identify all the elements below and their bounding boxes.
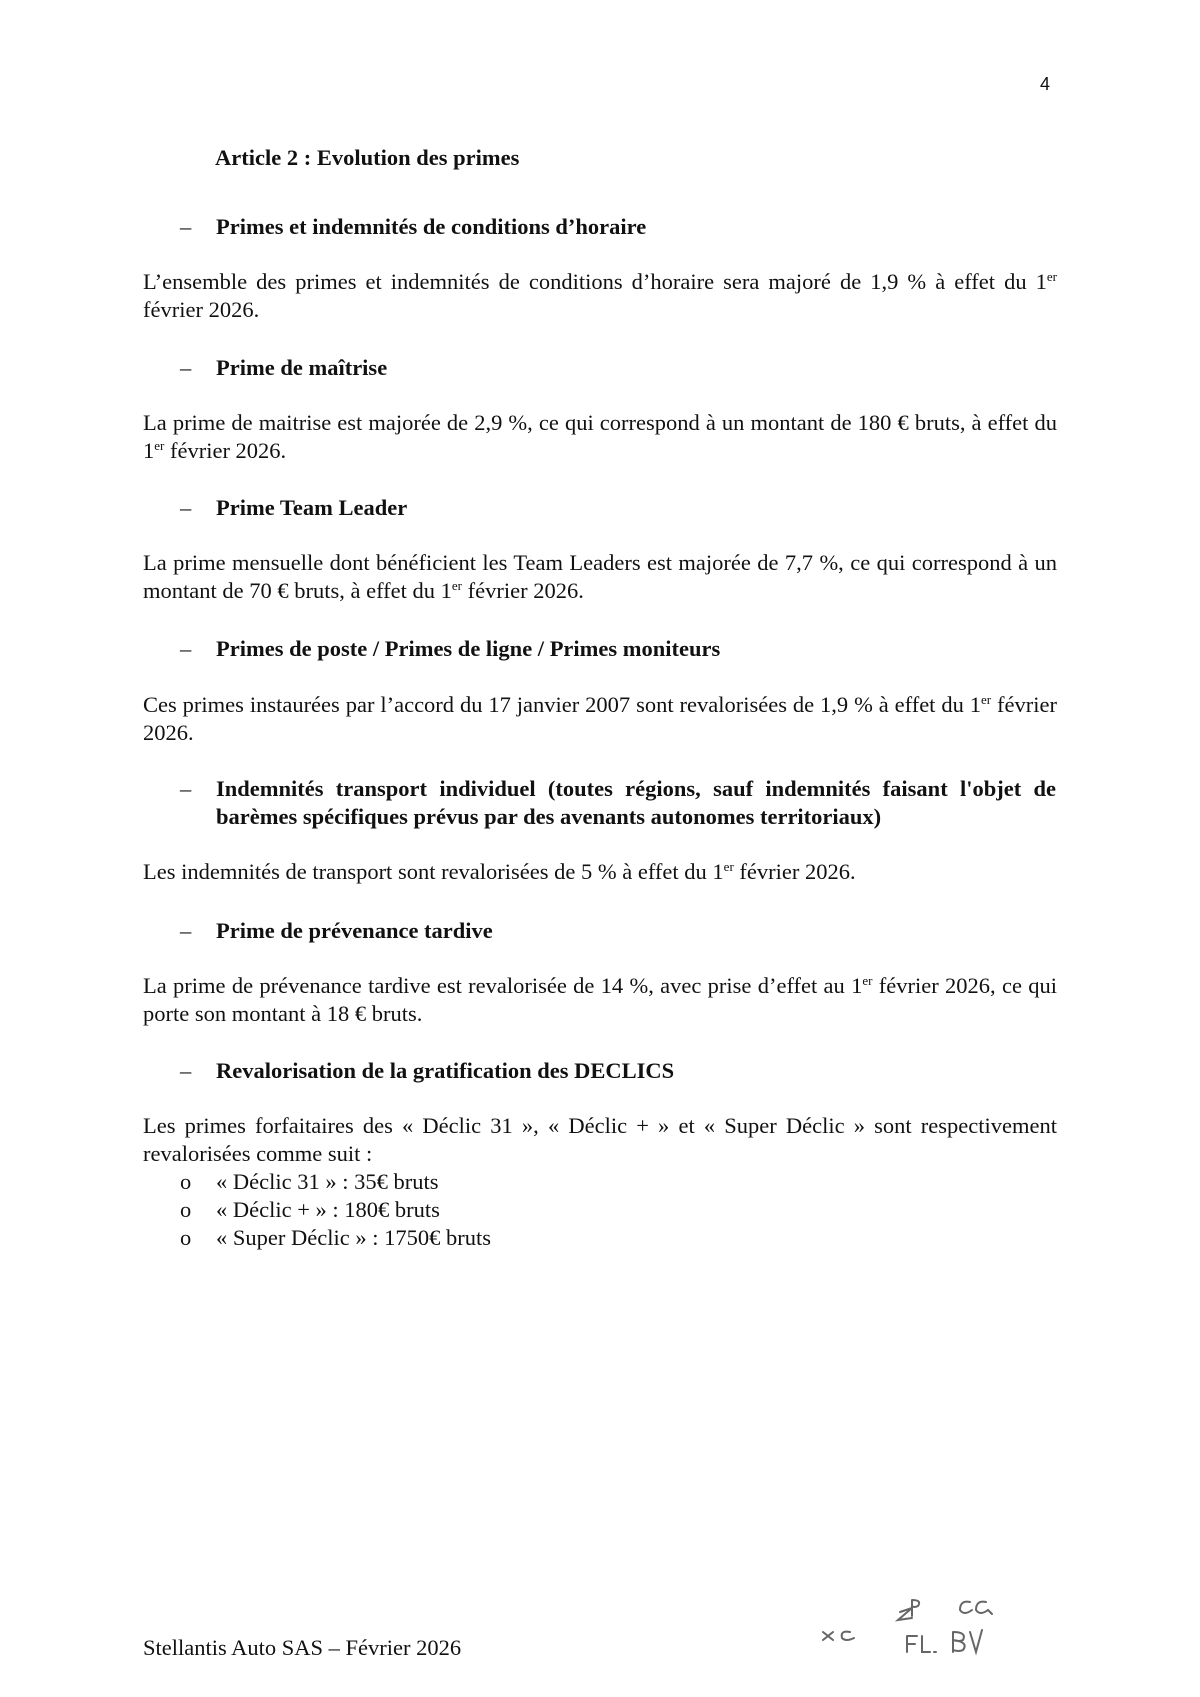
footer: Stellantis Auto SAS – Février 2026 [143, 1635, 462, 1660]
dash-marker: – [180, 776, 192, 801]
section-heading: Prime Team Leader [216, 495, 408, 520]
dash-marker: – [180, 495, 192, 520]
section-heading: Revalorisation de la gratification des DECLICS [216, 1058, 675, 1083]
paragraph-text: La prime de prévenance tardive est revalorisée de 14 %, avec prise d’effet au 1 [143, 973, 863, 998]
paragraph-text: L’ensemble des primes et indemnités de conditions d’horaire sera majoré de 1,9 % à effet du 1 [143, 269, 1047, 294]
dash-marker: – [180, 355, 192, 380]
superscript: er [862, 973, 873, 988]
bullet-text: « Déclic + » : 180€ bruts [216, 1197, 440, 1222]
superscript: er [154, 438, 165, 453]
paragraph-text: février 2026. [143, 692, 1057, 745]
bullet-text: « Déclic 31 » : 35€ bruts [216, 1169, 439, 1194]
section-heading: Indemnités transport individuel (toutes régions, sauf indemnités faisant l'objet de barèmes spécifiques prévus par des avenants autonomes territoriaux) [216, 776, 1056, 829]
paragraph-text: février 2026. [164, 438, 287, 463]
section-paragraph [143, 691, 1057, 747]
page-number: 4 [1040, 74, 1051, 94]
paragraph-text: février 2026. [143, 297, 260, 322]
paragraph-text: Les primes forfaitaires des « Déclic 31 », « Déclic + » et « Super Déclic » sont respectivement revalorisées comme suit : [143, 1113, 1057, 1166]
article-title: Article 2 : Evolution des primes [215, 145, 520, 170]
section-paragraph [143, 409, 1057, 465]
dash-marker: – [180, 1058, 192, 1083]
section-heading: Prime de maîtrise [216, 355, 388, 380]
paragraph-text: février 2026. [462, 578, 584, 603]
section-heading: Primes et indemnités de conditions d’horaire [216, 214, 647, 239]
dash-marker: – [180, 918, 192, 943]
paragraph-text: février 2026. [733, 859, 856, 884]
paragraph-text: La prime mensuelle dont bénéficient les Team Leaders est majorée de 7,7 %, ce qui correspond à un montant de 70 € bruts, à effet du 1 [143, 550, 1057, 603]
handwritten-initials [820, 1590, 1000, 1660]
section-paragraph [143, 858, 1057, 886]
list-item [180, 1168, 438, 1196]
paragraph-text: Les indemnités de transport sont revalorisées de 5 % à effet du 1 [143, 859, 724, 884]
superscript: er [723, 859, 734, 874]
bullet-marker: o [180, 1225, 192, 1250]
bullet-text: « Super Déclic » : 1750€ bruts [216, 1225, 491, 1250]
section-paragraph [143, 549, 1057, 605]
superscript: er [1046, 269, 1057, 284]
paragraph-text: février 2026, ce qui porte son montant à 18 € bruts. [143, 973, 1057, 1026]
paragraph-text: Ces primes instaurées par l’accord du 17 janvier 2007 sont revalorisées de 1,9 % à effet du 1 [143, 692, 982, 717]
superscript: er [981, 692, 992, 707]
dash-marker: – [180, 214, 192, 239]
list-item [180, 1196, 440, 1224]
section-paragraph [143, 1112, 1057, 1168]
section-heading: Primes de poste / Primes de ligne / Primes moniteurs [216, 636, 721, 661]
bullet-marker: o [180, 1169, 192, 1194]
superscript: er [451, 578, 463, 593]
list-item [180, 1224, 491, 1252]
section-paragraph [143, 972, 1057, 1028]
bullet-marker: o [180, 1197, 192, 1222]
paragraph-text: La prime de maitrise est majorée de 2,9 %, ce qui correspond à un montant de 180 € bruts, à effet du 1 [143, 410, 1057, 463]
section-paragraph [143, 268, 1057, 324]
dash-marker: – [180, 636, 192, 661]
section-heading: Prime de prévenance tardive [216, 918, 493, 943]
